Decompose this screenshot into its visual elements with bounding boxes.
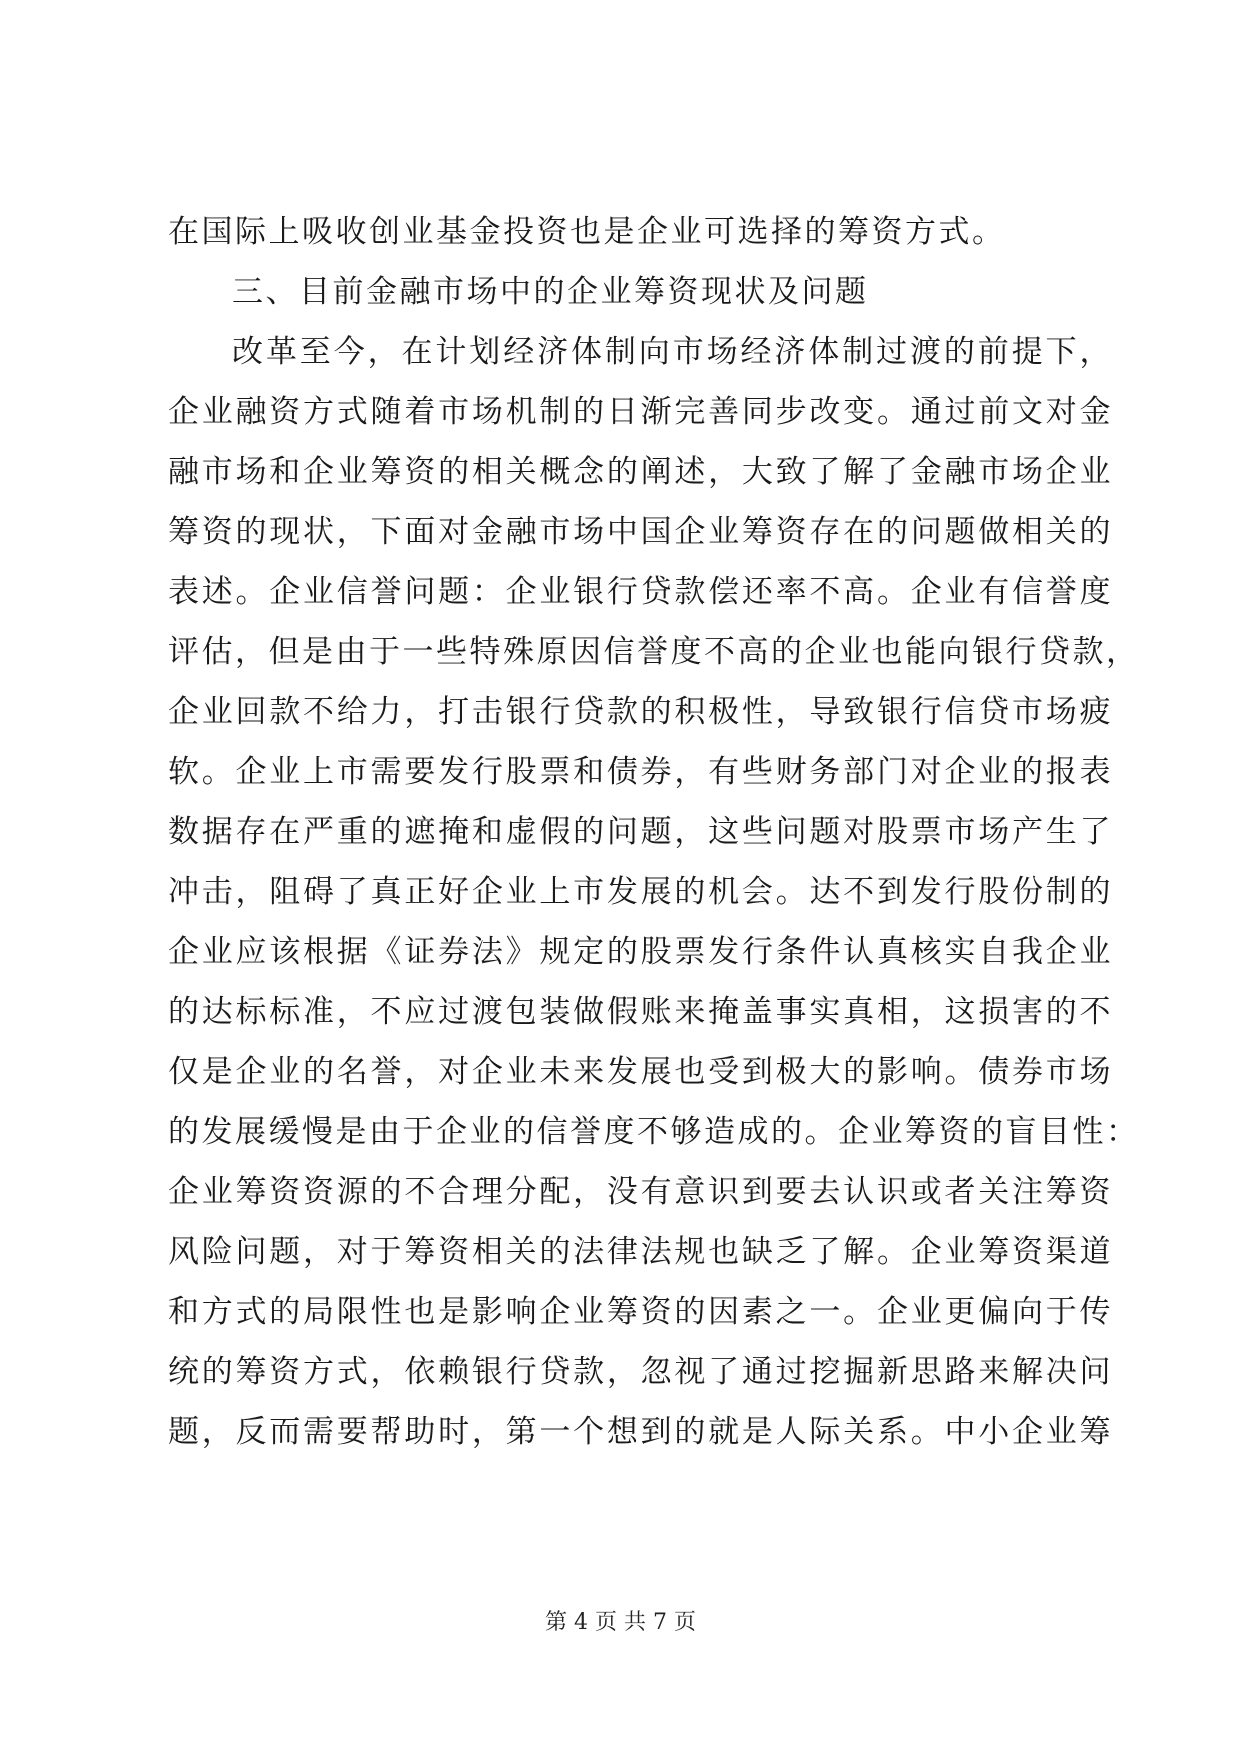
text-line: 统的筹资方式，依赖银行贷款，忽视了通过挖掘新思路来解决问 xyxy=(168,1354,1113,1390)
text-line: 企业筹资资源的不合理分配，没有意识到要去认识或者关注筹资 xyxy=(168,1174,1113,1210)
text-line: 改革至今，在计划经济体制向市场经济体制过渡的前提下， xyxy=(232,334,1113,370)
text-line: 企业回款不给力，打击银行贷款的积极性，导致银行信贷市场疲 xyxy=(168,694,1113,730)
text-line: 软。企业上市需要发行股票和债券，有些财务部门对企业的报表 xyxy=(168,754,1113,790)
text-line: 和方式的局限性也是影响企业筹资的因素之一。企业更偏向于传 xyxy=(168,1294,1113,1330)
text-line: 题，反而需要帮助时，第一个想到的就是人际关系。中小企业筹 xyxy=(168,1414,1113,1450)
text-line: 冲击，阻碍了真正好企业上市发展的机会。达不到发行股份制的 xyxy=(168,874,1113,910)
text-line: 风险问题，对于筹资相关的法律法规也缺乏了解。企业筹资渠道 xyxy=(168,1234,1113,1270)
text-line: 企业融资方式随着市场机制的日渐完善同步改变。通过前文对金 xyxy=(168,394,1113,430)
text-line: 企业应该根据《证券法》规定的股票发行条件认真核实自我企业 xyxy=(168,934,1113,970)
page-number-footer: 第 4 页 共 7 页 xyxy=(545,1610,696,1635)
text-line: 的达标标准，不应过渡包装做假账来掩盖事实真相，这损害的不 xyxy=(168,994,1113,1030)
text-line: 融市场和企业筹资的相关概念的阐述，大致了解了金融市场企业 xyxy=(168,454,1113,490)
text-line: 筹资的现状，下面对金融市场中国企业筹资存在的问题做相关的 xyxy=(168,514,1113,550)
text-line: 评估，但是由于一些特殊原因信誉度不高的企业也能向银行贷款， xyxy=(168,634,1140,670)
text-line: 在国际上吸收创业基金投资也是企业可选择的筹资方式。 xyxy=(168,214,1006,250)
section-heading: 三、目前金融市场中的企业筹资现状及问题 xyxy=(232,274,869,310)
text-line: 的发展缓慢是由于企业的信誉度不够造成的。企业筹资的盲目性： xyxy=(168,1114,1140,1150)
text-line: 数据存在严重的遮掩和虚假的问题，这些问题对股票市场产生了 xyxy=(168,814,1113,850)
text-line: 仅是企业的名誉，对企业未来发展也受到极大的影响。债券市场 xyxy=(168,1054,1113,1090)
text-line: 表述。企业信誉问题：企业银行贷款偿还率不高。企业有信誉度 xyxy=(168,574,1113,610)
